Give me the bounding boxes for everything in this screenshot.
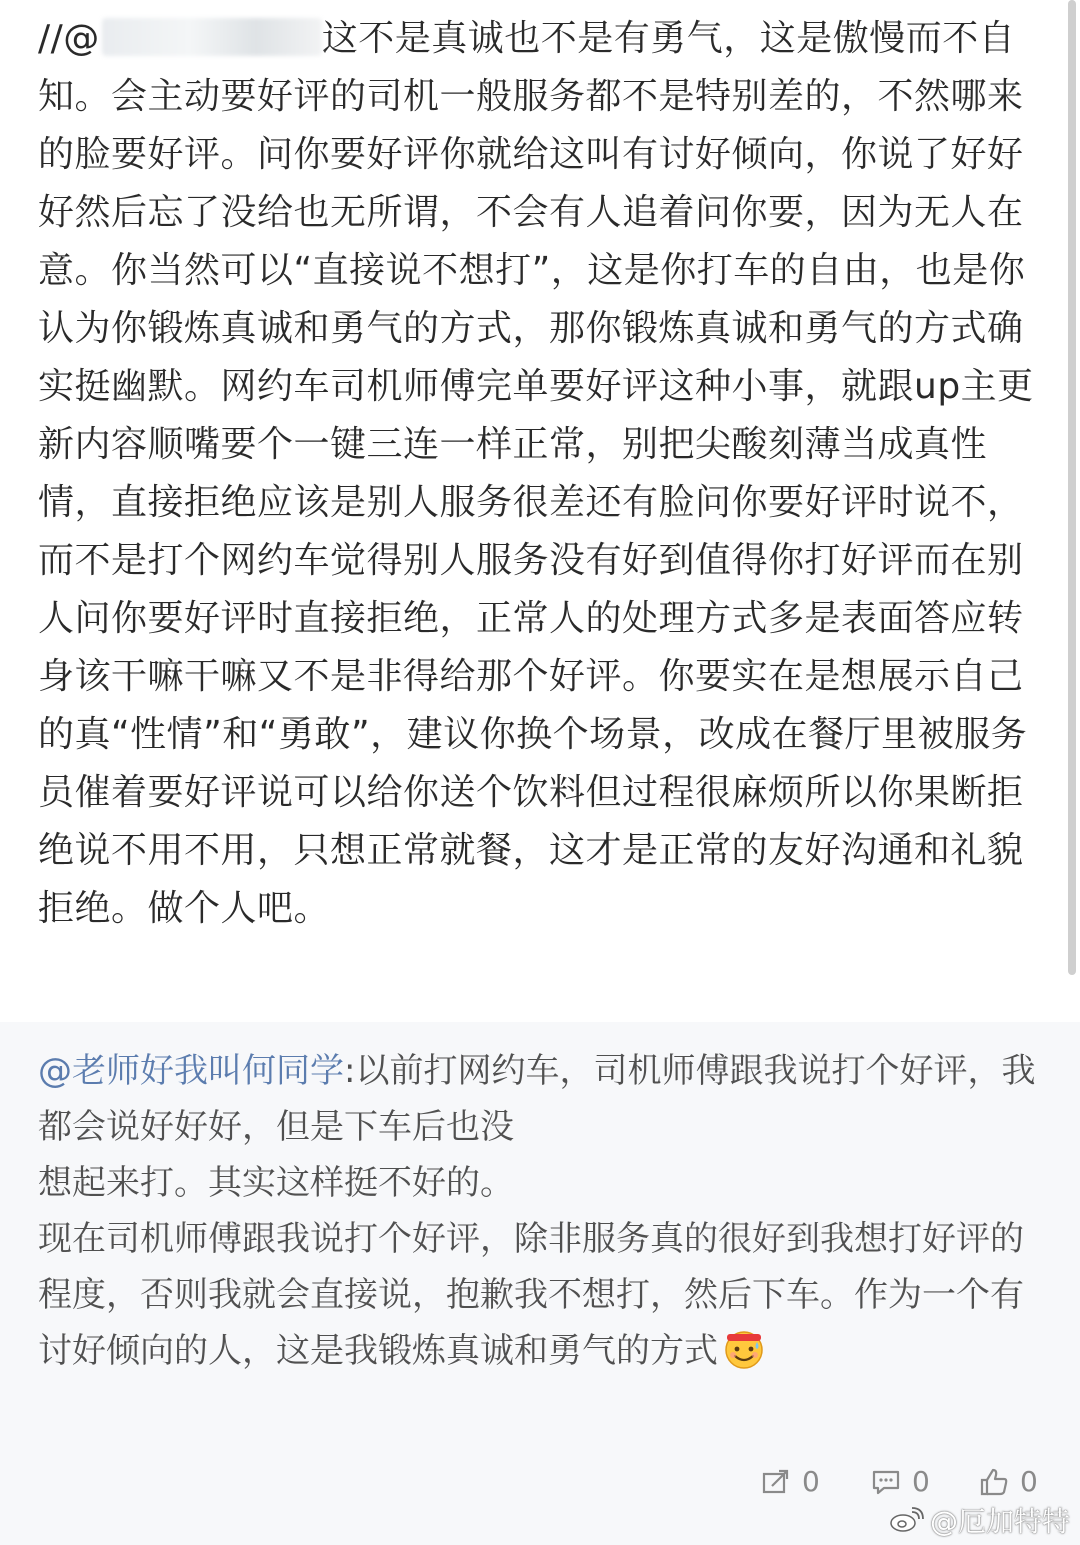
redacted-username [102, 18, 322, 56]
weibo-watermark [888, 1500, 1070, 1540]
quoted-repost-paragraph-1 [38, 1043, 1038, 1155]
comment-count: 0 [912, 1465, 930, 1498]
like-count: 0 [1020, 1465, 1038, 1498]
quoted-line-1: 以前打网约车，司机师傅跟我说打个好评，我都会说好好好，但是下车后也没 [38, 1051, 1036, 1147]
repost-prefix: //@ [38, 18, 100, 59]
repost-count: 0 [802, 1465, 820, 1498]
mention-colon: : [344, 1051, 356, 1091]
repost-action[interactable] [760, 1465, 820, 1498]
main-post-text [38, 10, 1048, 938]
scrollbar[interactable] [1068, 0, 1076, 975]
comment-icon [870, 1466, 902, 1498]
thumbs-up-icon [978, 1466, 1010, 1498]
weibo-logo-icon [888, 1506, 924, 1534]
quoted-repost-text [38, 1043, 1038, 1379]
quoted-repost-paragraph-3 [38, 1211, 1038, 1379]
mention-link[interactable]: @老师好我叫何同学 [38, 1051, 344, 1091]
comment-action[interactable] [870, 1465, 930, 1498]
like-action[interactable] [978, 1465, 1038, 1498]
repost-icon [760, 1466, 792, 1498]
sweat-smile-emoji-icon [722, 1326, 766, 1370]
main-post-body: 这不是真诚也不是有勇气，这是傲慢而不自知。会主动要好评的司机一般服务都不是特别差的，不然哪来的脸要好评。问你要好评你就给这叫有讨好倾向，你说了好好好然后忘了没给也无所谓，不会有人追着问你要，因为无人在意。你当然可以“直接说不想打”，这是你打车的自由，也是你认为你锻炼真诚和勇气的方式，那你锻炼真诚和勇气的方式确实挺幽默。网约车司机师傅完单要好评这种小事，就跟up主更新内容顺嘴要个一键三连一样正常，别把尖酸刻薄当成真性情，直接拒绝应该是别人服务很差还有脸问你要好评时说不，而不是打个网约车觉得别人服务没有好到值得你打好评而在别人问你要好评时直接拒绝，正常人的处理方式多是表面答应转身该干嘛干嘛又不是非得给那个好评。你要实在是想展示自己的真“性情”和“勇敢”，建议你换个场景，改成在餐厅里被服务员催着要好评说可以给你送个饮料但过程很麻烦所以你果断拒绝说不用不用，只想正常就餐，这才是正常的友好沟通和礼貌拒绝。做个人吧。 [38, 18, 1034, 929]
quoted-repost-paragraph-2: 想起来打。其实这样挺不好的。 [38, 1163, 514, 1203]
quoted-line-3: 现在司机师傅跟我说打个好评，除非服务真的很好到我想打好评的程度，否则我就会直接说，抱歉我不想打，然后下车。作为一个有讨好倾向的人，这是我锻炼真诚和勇气的方式 [38, 1219, 1024, 1371]
watermark-text: @厄加特特 [929, 1505, 1070, 1538]
